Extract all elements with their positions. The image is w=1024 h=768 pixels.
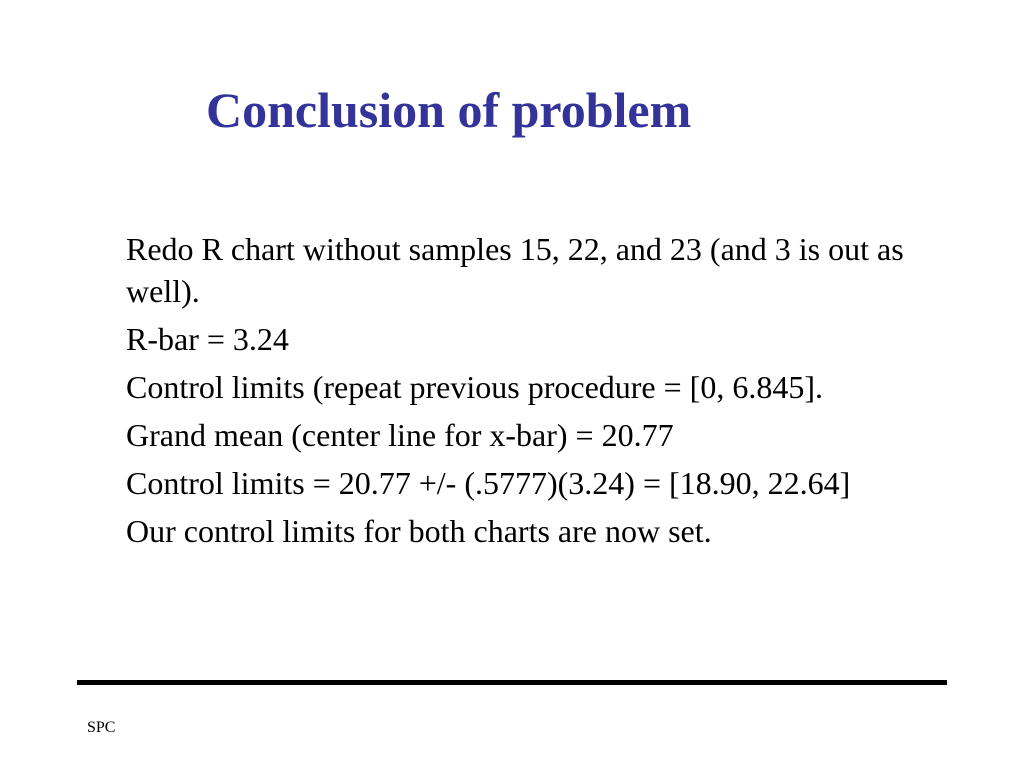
body-item-conclusion: Our control limits for both charts are now set. bbox=[126, 513, 712, 549]
body-item-redo-r-chart: Redo R chart without samples 15, 22, and 23 (and 3 is out as well). bbox=[126, 231, 904, 309]
footer-label: SPC bbox=[87, 719, 116, 736]
footer-divider bbox=[77, 680, 947, 685]
body-item-r-bar: R-bar = 3.24 bbox=[126, 321, 289, 357]
slide-title: Conclusion of problem bbox=[206, 82, 692, 138]
body-text-list bbox=[126, 228, 956, 558]
body-item-grand-mean: Grand mean (center line for x-bar) = 20.77 bbox=[126, 417, 674, 453]
body-item-xbar-control-limits: Control limits = 20.77 +/- (.5777)(3.24) = [18.90, 22.64] bbox=[126, 465, 851, 501]
body-item-r-control-limits: Control limits (repeat previous procedure = [0, 6.845]. bbox=[126, 369, 823, 405]
